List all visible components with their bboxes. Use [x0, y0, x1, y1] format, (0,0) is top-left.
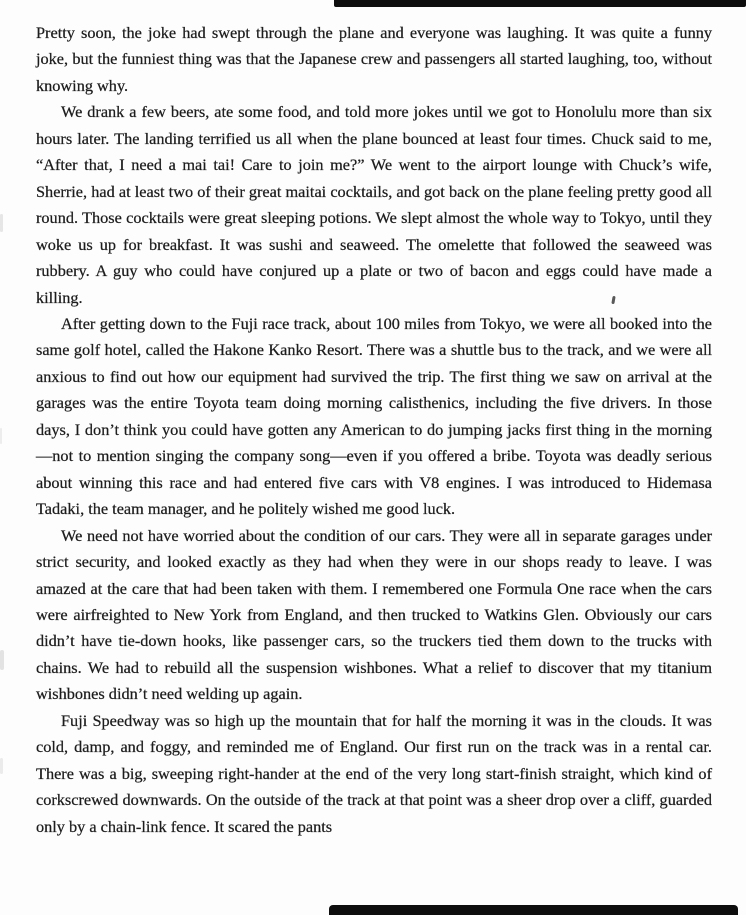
page-text — [36, 20, 712, 840]
paragraph: We need not have worried about the condition of our cars. They were all in separate garages under strict security, and looked exactly as they had when they were in our shops ready to leave. I was amazed at the care that had been taken with them. I remembered one Formula One race when the cars were airfreighted to New York from England, and then trucked to Watkins Glen. Obviously our cars didn’t have tie-down hooks, like passenger cars, so the truckers tied them down to the trucks with chains. We had to rebuild all the suspension wishbones. What a relief to discover that my titanium wishbones didn’t need welding up again. — [36, 525, 712, 704]
paragraph: After getting down to the Fuji race track, about 100 miles from Tokyo, we were all booked into the same golf hotel, called the Hakone Kanko Resort. There was a shuttle bus to the track, and we were all anxious to find out how our equipment had survived the trip. The first thing we saw on arrival at the garages was the entire Toyota team doing morning calisthenics, including the five drivers. In those days, I don’t think you could have gotten any American to do jumping jacks first thing in the morning—not to mention singing the company song—even if you offered a bribe. Toyota was deadly serious about winning this race and had entered five cars with V8 engines. I was introduced to Hidemasa Tadaki, the team manager, and he politely wished me good luck. — [36, 313, 712, 519]
scan-edge-artifact — [0, 428, 2, 444]
paragraph: Pretty soon, the joke had swept through the plane and everyone was laughing. It was quite a funny joke, but the funniest thing was that the Japanese crew and passengers all started laughing, too, without knowing why. — [36, 23, 712, 95]
scan-edge-artifact — [0, 650, 4, 670]
scan-black-bar-top — [334, 0, 746, 7]
scan-black-bar-bottom — [329, 905, 738, 915]
paragraph: We drank a few beers, ate some food, and told more jokes until we got to Honolulu more than six hours later. The landing terrified us all when the plane bounced at least four times. Chuck said to me, “After that, I need a mai tai! Care to join me?” We went to the airport lounge with Chuck’s wife, Sherrie, had at least two of their great maitai cocktails, and got back on the plane feeling pretty good all round. Those cocktails were great sleeping potions. We slept almost the whole way to Tokyo, until they woke us up for breakfast. It was sushi and seaweed. The omelette that followed the seaweed was rubbery. A guy who could have conjured up a plate or two of bacon and eggs could have made a killing. — [36, 102, 712, 307]
paragraph: Fuji Speedway was so high up the mountain that for half the morning it was in the clouds. It was cold, damp, and foggy, and reminded me of England. Our first run on the track was in a rental car. There was a big, sweeping right-hander at the end of the very long start-finish straight, which kind of corkscrewed downwards. On the outside of the track at that point was a sheer drop over a cliff, guarded only by a chain-link fence. It scared the pants — [36, 710, 712, 836]
scan-edge-artifact — [0, 758, 3, 774]
scan-edge-artifact — [0, 214, 3, 232]
